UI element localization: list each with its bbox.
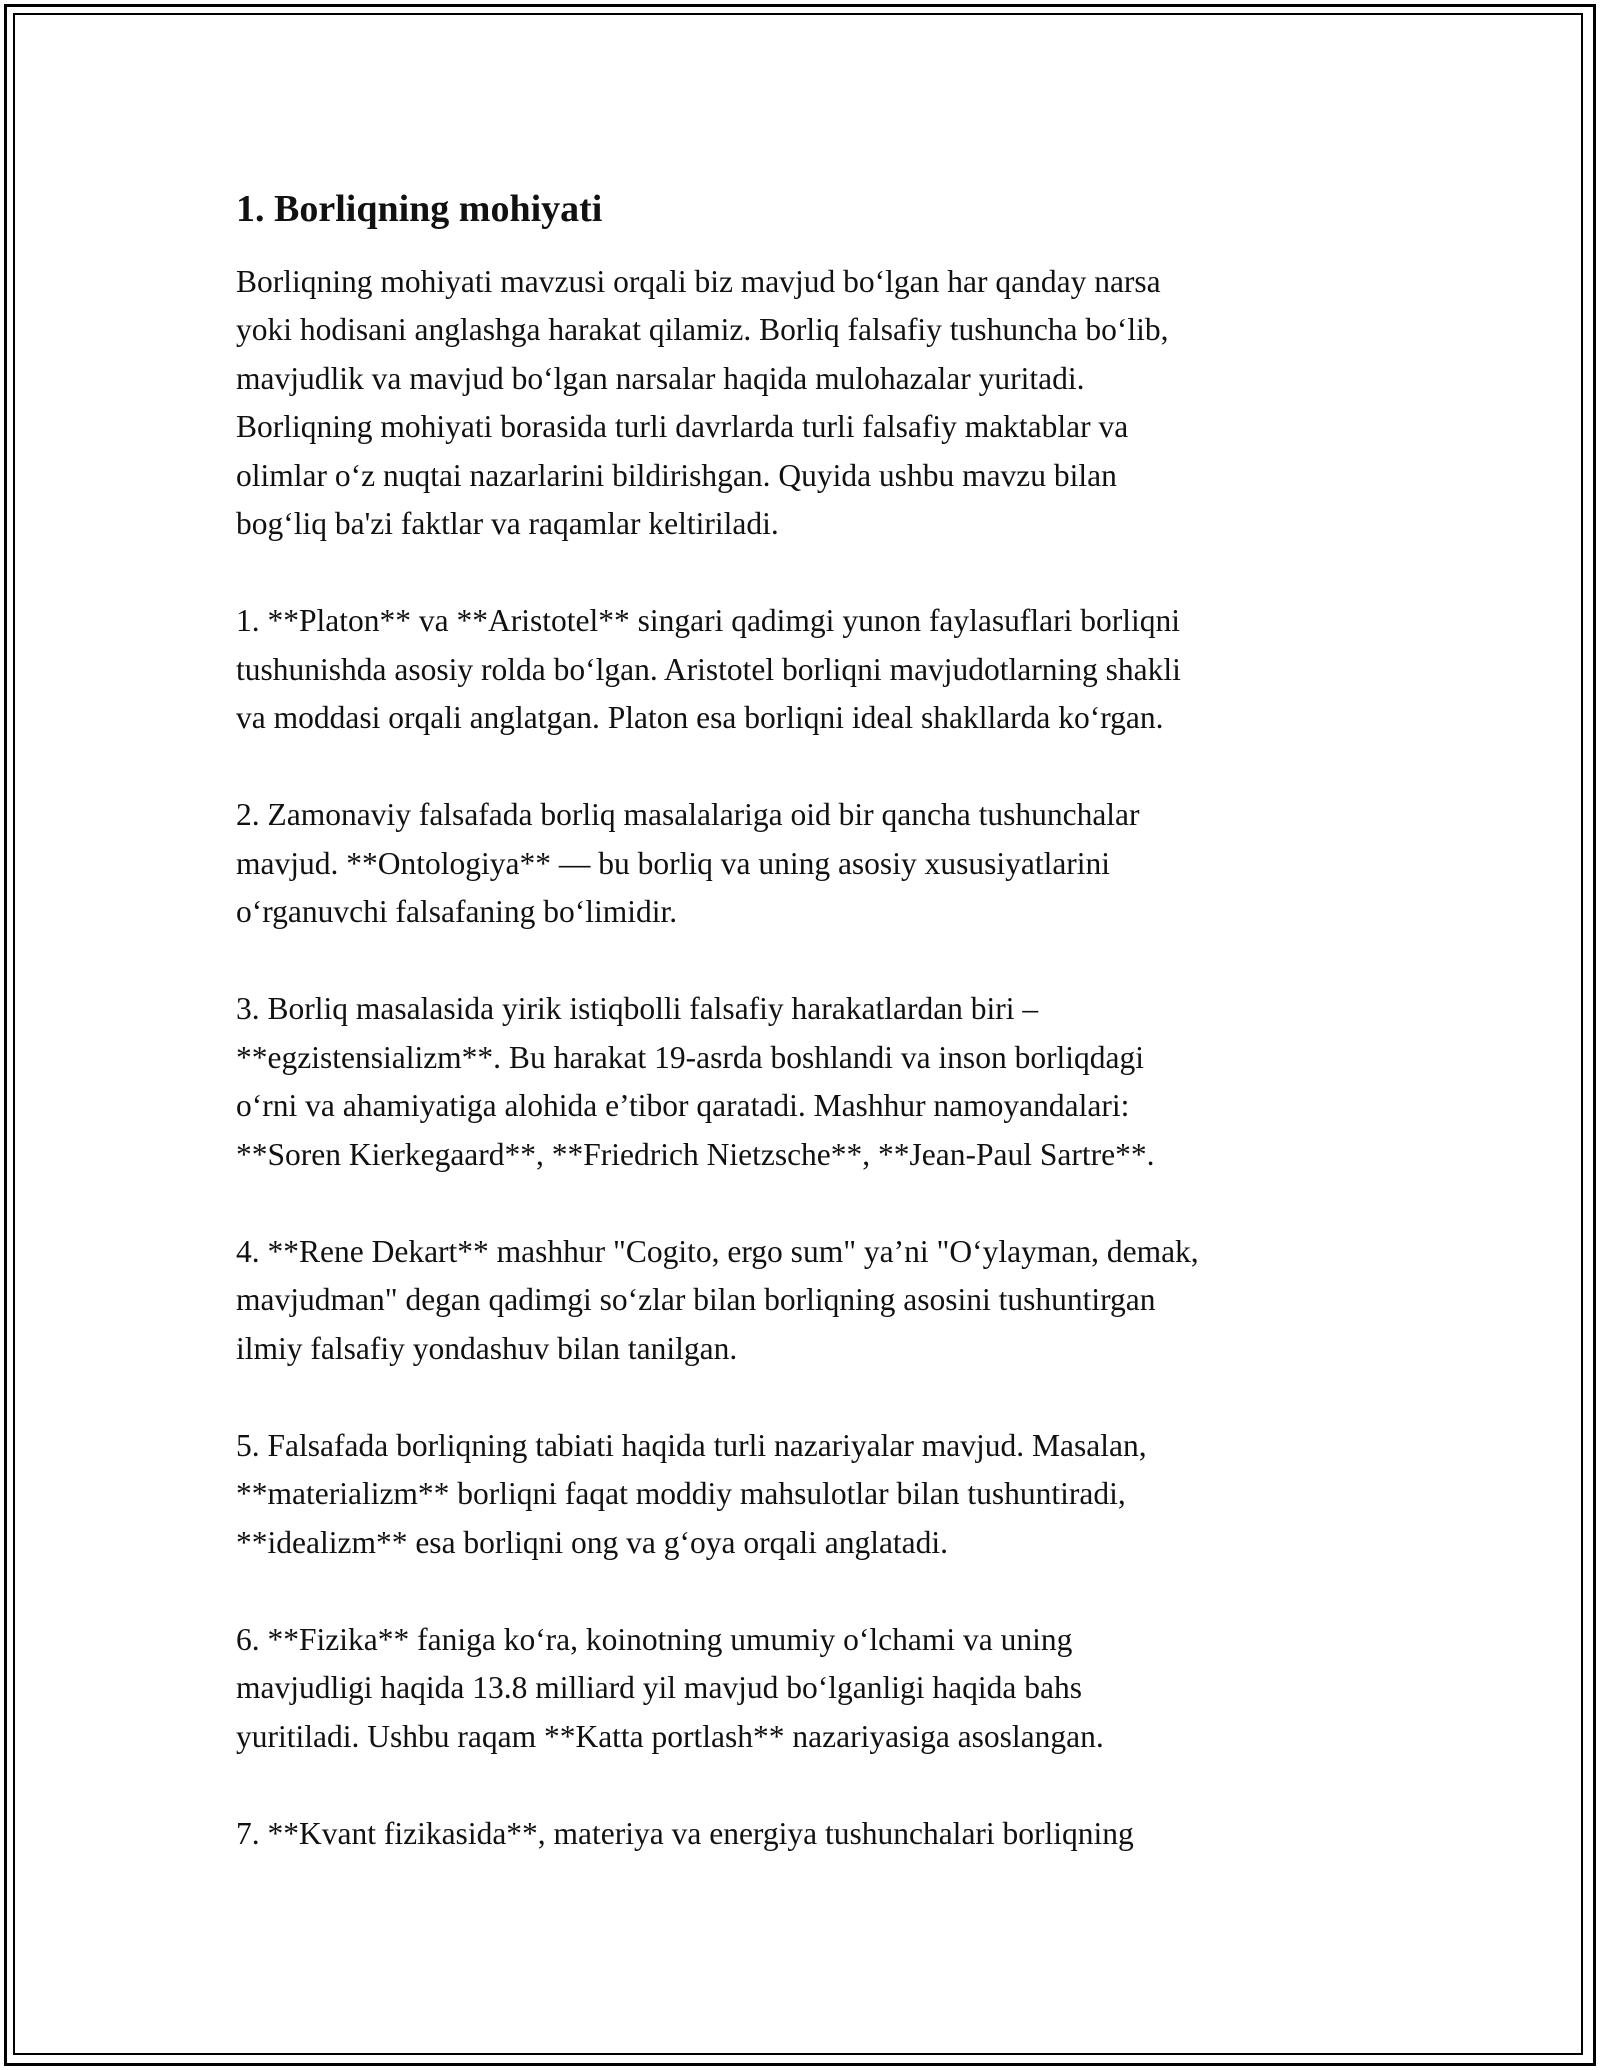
list-item-7: 7. **Kvant fizikasida**, materiya va energiya tushunchalari borliqning (236, 1815, 1134, 1851)
list-item-3: 3. Borliq masalasida yirik istiqbolli falsafiy harakatlardan biri – **egzistensializm**. Bu harakat 19-asrda boshlandi va inson borliqdagi o‘rni va ahamiyatiga alohida e’tibor qaratadi. Mashhur namoyandalari: **Soren Kierkegaard**, **Friedrich Nietzsche**, **Jean-Paul Sartre**. (236, 991, 1155, 1172)
intro-paragraph: Borliqning mohiyati mavzusi orqali biz mavjud bo‘lgan har qanday narsa yoki hodisani anglashga harakat qilamiz. Borliq falsafiy tushuncha bo‘lib, mavjudlik va mavjud bo‘lgan narsalar haqida mulohazalar yuritadi. Borliqning mohiyati borasida turli davrlarda turli falsafiy maktablar va olimlar o‘z nuqtai nazarlarini bildirishgan. Quyida ushbu mavzu bilan bog‘liq ba'zi faktlar va raqamlar keltiriladi. (236, 263, 1169, 541)
list-item-5: 5. Falsafada borliqning tabiati haqida turli nazariyalar mavjud. Masalan, **materializm** borliqni faqat moddiy mahsulotlar bilan tushuntiradi, **idealizm** esa borliqni ong va g‘oya orqali anglatadi. (236, 1427, 1147, 1560)
section-heading: 1. Borliqning mohiyati (236, 188, 603, 230)
list-item-1: 1. **Platon** va **Aristotel** singari qadimgi yunon faylasuflari borliqni tushunishda asosiy rolda bo‘lgan. Aristotel borliqni mavjudotlarning shakli va moddasi orqali anglatgan. Platon esa borliqni ideal shakllarda ko‘rgan. (236, 603, 1181, 735)
document-body (236, 186, 1376, 1858)
list-item-6: 6. **Fizika** faniga ko‘ra, koinotning umumiy o‘lchami va uning mavjudligi haqida 13.8 milliard yil mavjud bo‘lganligi haqida bahs yuritiladi. Ushbu raqam **Katta portlash** nazariyasiga asoslangan. (236, 1621, 1104, 1754)
list-item-2: 2. Zamonaviy falsafada borliq masalalariga oid bir qancha tushunchalar mavjud. **Ontologiya** — bu borliq va uning asosiy xususiyatlarini o‘rganuvchi falsafaning bo‘limidir. (236, 797, 1140, 929)
list-item-4: 4. **Rene Dekart** mashhur "Cogito, ergo sum" ya’ni "O‘ylayman, demak, mavjudman" degan qadimgi so‘zlar bilan borliqning asosini tushuntirgan ilmiy falsafiy yondashuv bilan tanilgan. (236, 1233, 1199, 1366)
